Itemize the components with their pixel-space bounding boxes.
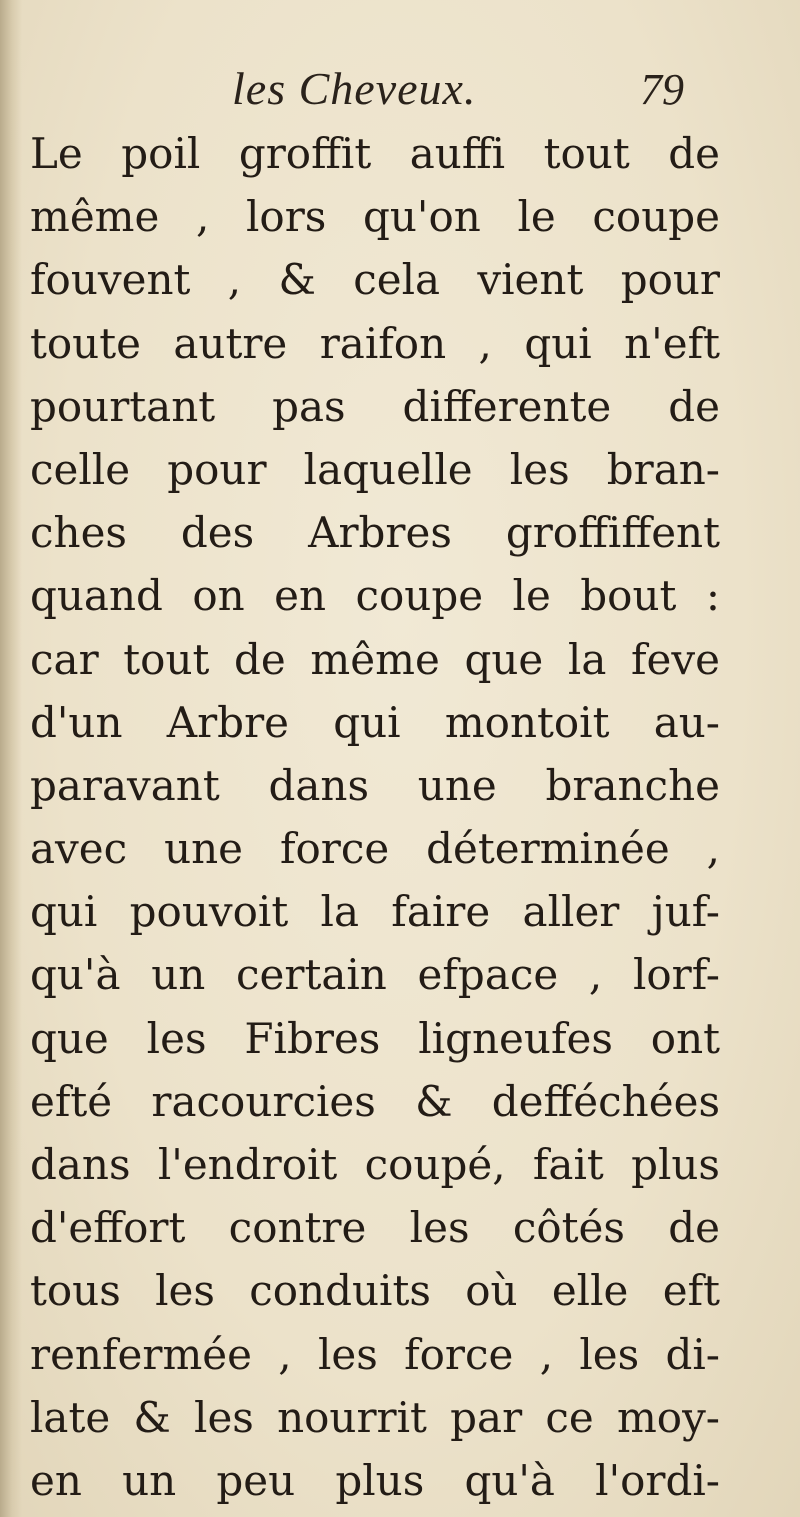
text-line: en un peu plus qu'à l'ordi- (30, 1455, 720, 1505)
text-line: Le poil groffit auffi tout de (30, 129, 720, 178)
text-line: même , lors qu'on le coupe (30, 192, 720, 242)
running-title: les Cheveux. (232, 63, 477, 114)
text-line: celle pour laquelle les bran- (30, 444, 720, 494)
text-line: avec une force déterminée , (30, 824, 720, 874)
text-line: paravant dans une branche (30, 760, 720, 810)
text-line: d'effort contre les côtés de (30, 1203, 720, 1253)
text-line: toute autre raifon , qui n'eft (30, 318, 720, 368)
text-line: dans l'endroit coupé, fait plus (30, 1140, 720, 1189)
text-line: late & les nourrit par ce moy- (30, 1392, 720, 1442)
text-line: efté racourcies & defféchées (30, 1076, 720, 1126)
text-line: pourtant pas differente de (30, 381, 720, 431)
text-line: quand on en coupe le bout : (30, 571, 720, 621)
text-line: renfermée , les force , les di- (30, 1329, 720, 1379)
text-line: que les Fibres ligneufes ont (30, 1013, 720, 1063)
text-line: car tout de même que la feve (30, 634, 720, 684)
body-text (30, 122, 720, 1512)
gutter-shadow (0, 0, 22, 1517)
text-line: qui pouvoit la faire aller juf- (30, 887, 720, 937)
text-line: qu'à un certain efpace , lorf- (30, 950, 720, 1000)
text-line: ches des Arbres groffiffent (30, 508, 720, 558)
text-line: fouvent , & cela vient pour (30, 255, 720, 305)
text-line: d'un Arbre qui montoit au- (30, 697, 720, 747)
text-line: tous les conduits où elle eft (30, 1266, 720, 1316)
page-number: 79 (640, 65, 684, 114)
